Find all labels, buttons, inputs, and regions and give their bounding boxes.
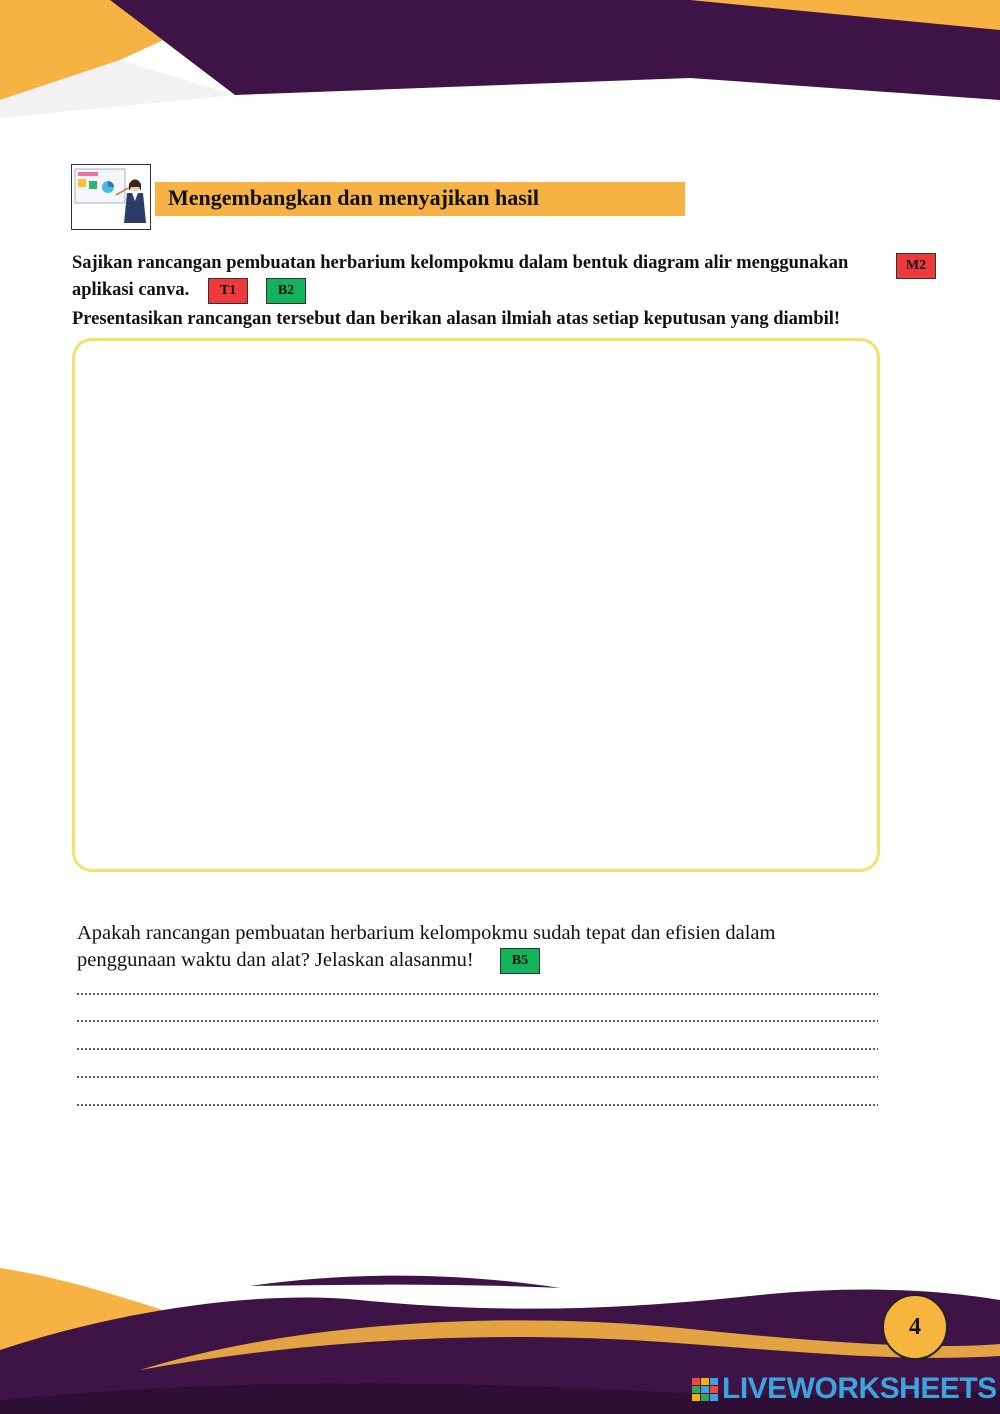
instruction-line-1: Sajikan rancangan pembuatan herbarium kelompokmu dalam bentuk diagram alir menggunakan (72, 253, 849, 273)
page-number: 4 (882, 1294, 948, 1360)
liveworksheets-logo-icon (692, 1378, 718, 1402)
tag-m2: M2 (896, 253, 936, 279)
section-title: Mengembangkan dan menyajikan hasil (168, 185, 540, 210)
teacher-presentation-icon (71, 164, 151, 230)
tag-b2: B2 (266, 278, 306, 304)
header-decoration (0, 0, 1000, 140)
answer-box[interactable] (72, 338, 880, 872)
answer-line[interactable] (76, 1048, 878, 1050)
watermark: LIVEWORKSHEETS (722, 1372, 997, 1405)
tag-t1: T1 (208, 278, 248, 304)
answer-line[interactable] (76, 1076, 878, 1078)
answer-line[interactable] (76, 993, 878, 995)
instruction-line-2: aplikasi canva. (72, 280, 190, 300)
tag-b5: B5 (500, 948, 540, 974)
answer-line[interactable] (76, 1104, 878, 1106)
answer-line[interactable] (76, 1020, 878, 1022)
question-line-2: penggunaan waktu dan alat? Jelaskan alasanmu! (77, 949, 474, 971)
instruction-line-3: Presentasikan rancangan tersebut dan berikan alasan ilmiah atas setiap keputusan yang diambil! (72, 309, 841, 329)
question-line-1: Apakah rancangan pembuatan herbarium kelompokmu sudah tepat dan efisien dalam (77, 922, 776, 944)
